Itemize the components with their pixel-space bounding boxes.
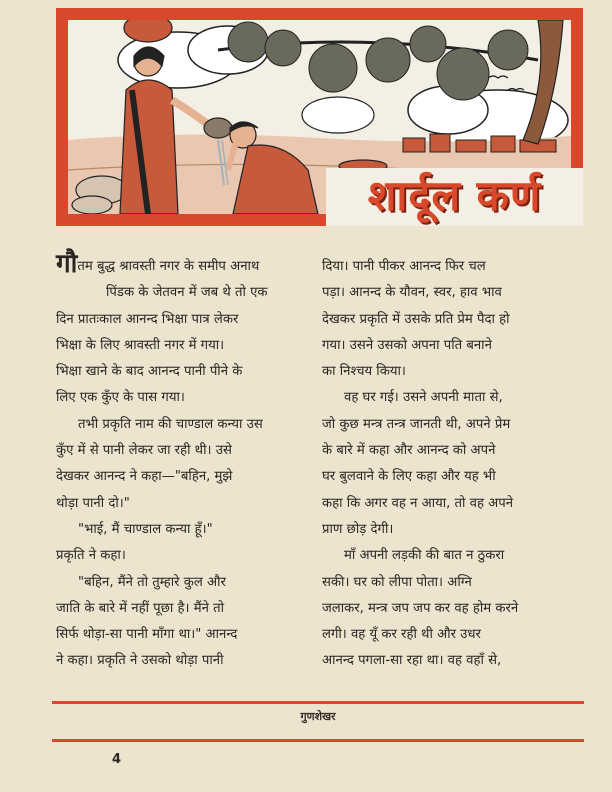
- text-line: ने कहा। प्रकृति ने उसको थोड़ा पानी: [56, 653, 224, 669]
- text-line: प्राण छोड़ देगी।: [322, 521, 394, 537]
- text-line: पड़ा। आनन्द के यौवन, स्वर, हाव भाव: [322, 285, 502, 301]
- text-line: देखकर प्रकृति में उसके प्रति प्रेम पैदा हो: [322, 311, 510, 327]
- text-line: भिक्षा के लिए श्रावस्ती नगर में गया।: [56, 337, 225, 353]
- story-illustration: [56, 8, 583, 226]
- text-line: कुँए में से पानी लेकर जा रही थी। उसे: [56, 443, 232, 459]
- drop-cap: गौ: [56, 249, 78, 279]
- text-line: गया। उसने उसको अपना पति बनाने: [322, 337, 492, 353]
- right-column: [322, 254, 572, 675]
- text-line: भिक्षा खाने के बाद आनन्द पानी पीने के: [56, 364, 243, 380]
- text-line: "भाई, मैं चाण्डाल कन्या हूँ।": [78, 521, 213, 537]
- text-line: वह घर गई। उसने अपनी माता से,: [344, 390, 503, 406]
- text-line: गौतम बुद्ध श्रावस्ती नगर के समीप अनाथ: [56, 249, 260, 279]
- text-line: जाति के बारे में नहीं पूछा है। मैंने तो: [56, 600, 225, 616]
- text-line: लगी। वह यूँ कर रही थी और उधर: [322, 627, 481, 643]
- text-line: का निश्चय किया।: [322, 364, 406, 380]
- story-title: शार्दूल कर्ण: [367, 171, 542, 220]
- text-line: प्रकृति ने कहा।: [56, 548, 126, 564]
- text-line: लिए एक कुँए के पास गया।: [56, 390, 185, 406]
- text-line: दिया। पानी पीकर आनन्द फिर चल: [322, 259, 486, 274]
- page-number: 4: [112, 752, 122, 767]
- title-panel: [326, 168, 583, 226]
- footer-rule-top: [52, 701, 584, 704]
- text-line: माँ अपनी लड़की की बात न ठुकरा: [344, 548, 505, 564]
- text-line: देखकर आनन्द ने कहा—"बहिन, मुझे: [56, 469, 233, 485]
- text-line: जो कुछ मन्त्र तन्त्र जानती थी, अपने प्रेम: [322, 416, 511, 432]
- text-line: घर बुलवाने के लिए कहा और यह भी: [322, 469, 496, 485]
- text-line: सिर्फ थोड़ा-सा पानी माँगा था।" आनन्द: [56, 627, 238, 643]
- text-line: के बारे में कहा और आनन्द को अपने: [322, 443, 496, 459]
- text-line: कहा कि अगर वह न आया, तो वह अपने: [322, 495, 514, 511]
- footer-rule-bottom: [52, 739, 584, 742]
- left-column: [56, 249, 306, 675]
- text-line: पिंडक के जेतवन में जब थे तो एक: [106, 285, 268, 301]
- text-line: आनन्द पगला-सा रहा था। वह वहाँ से,: [322, 653, 502, 669]
- text-line: सकी। घर को लीपा पोता। अग्नि: [322, 574, 472, 590]
- text-line: जलाकर, मन्त्र जप जप कर वह होम करने: [322, 600, 519, 616]
- illustrator-credit: गुणशेखर: [300, 710, 336, 723]
- text-line: थोड़ा पानी दो।": [56, 495, 130, 511]
- text-line: तभी प्रकृति नाम की चाण्डाल कन्या उस: [78, 416, 263, 432]
- text-line: "बहिन, मैंने तो तुम्हारे कुल और: [78, 574, 226, 590]
- text-line: दिन प्रातःकाल आनन्द भिक्षा पात्र लेकर: [56, 311, 239, 327]
